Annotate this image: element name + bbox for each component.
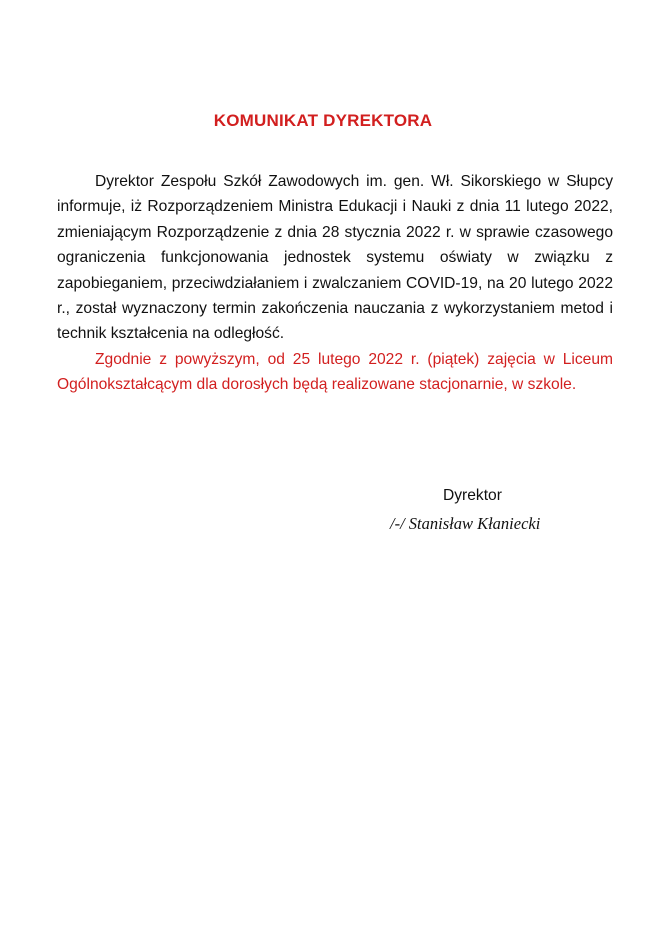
signature-role: Dyrektor: [443, 487, 502, 504]
document-body: [57, 169, 613, 398]
signature-name: /-/ Stanisław Kłaniecki: [390, 514, 541, 533]
paragraph-highlighted-notice: Zgodnie z powyższym, od 25 lutego 2022 r. (piątek) zajęcia w Liceum Ogólnokształcącym dla dorosłych będą realizowane stacjonarnie, w szkole.: [57, 350, 613, 394]
document-title: KOMUNIKAT DYREKTORA: [213, 111, 433, 130]
paragraph-announcement: Dyrektor Zespołu Szkół Zawodowych im. gen. Wł. Sikorskiego w Słupcy informuje, iż Rozporządzeniem Ministra Edukacji i Nauki z dnia 11 lutego 2022, zmieniającym Rozporządzenie z dnia 28 stycznia 2022 r. w sprawie czasowego ograniczenia funkcjonowania jednostek systemu oświaty w związku z zapobieganiem, przeciwdziałaniem i zwalczaniem COVID-19, na 20 lutego 2022 r., został wyznaczony termin zakończenia nauczania z wykorzystaniem metod i technik kształcenia na odległość.: [57, 173, 613, 343]
